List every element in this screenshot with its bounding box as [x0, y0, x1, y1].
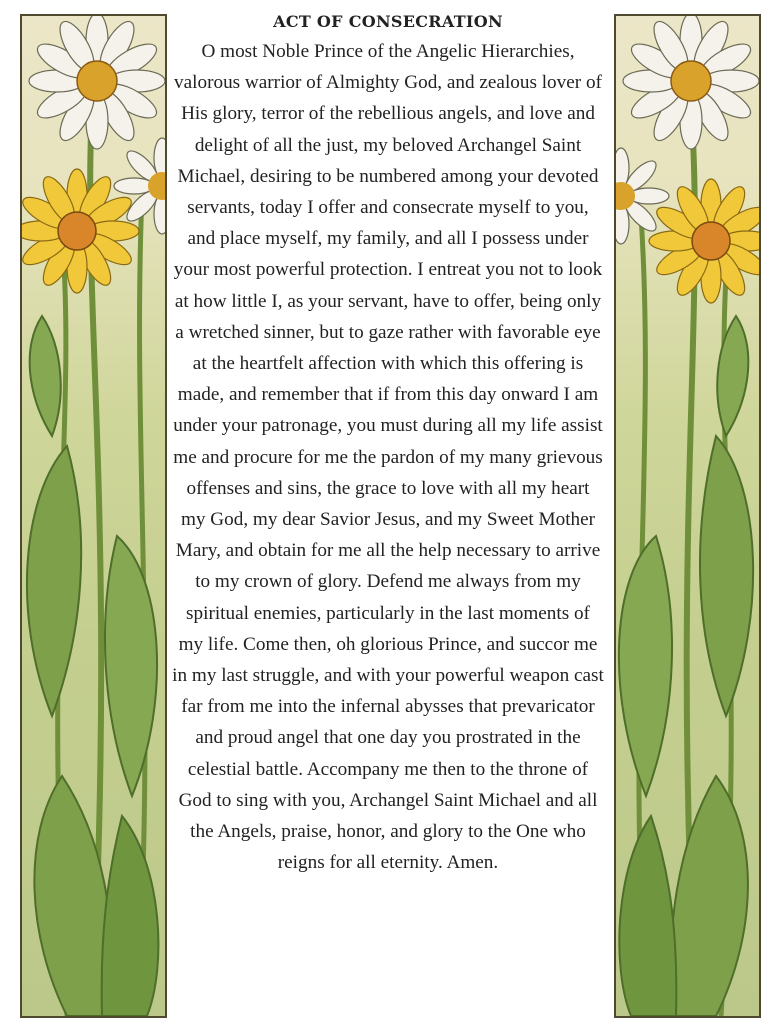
prayer-title: ACT OF CONSECRATION — [273, 12, 503, 31]
left-floral-illustration — [22, 16, 165, 1016]
right-floral-illustration — [616, 16, 759, 1016]
right-floral-panel — [614, 14, 761, 1018]
white-daisy-icon — [623, 16, 759, 149]
prayer-body: O most Noble Prince of the Angelic Hierarchies, valorous warrior of Almighty God, and zealous lover of His glory, terror of the rebellious angels, and love and delight of all the just, my beloved Archangel Saint Michael, desiring to be numbered among your devoted servants, today I offer and consecrate myself to you, and place myself, my family, and all I possess under your most powerful protection. I entreat you not to look at how little I, as your servant, have to offer, being only a wretched sinner, but to gaze rather with favorable eye at the heartfelt affection with which this offering is made, and remember that if from this day onward I am under your patronage, you must during all my life assist me and procure for me the pardon of my many grievous offenses and sins, the grace to love with all my heart my God, my dear Savior Jesus, and my Sweet Mother Mary, and obtain for me all the help necessary to arrive to my crown of glory. Defend me always from my spiritual enemies, particularly in the last moments of my life. Come then, oh glorious Prince, and succor me in my last struggle, and with your powerful weapon cast far from me into the infernal abysses that prevaricator and proud angel that one day you prostrated in the celestial battle. Accompany me then to the throne of God to sing with you, Archangel Saint Michael and all the Angels, praise, honor, and glory to the One who reigns for all eternity. Amen. — [172, 41, 604, 874]
left-floral-panel — [20, 14, 167, 1018]
prayer-document — [168, 0, 608, 1024]
white-daisy-icon — [29, 16, 165, 149]
